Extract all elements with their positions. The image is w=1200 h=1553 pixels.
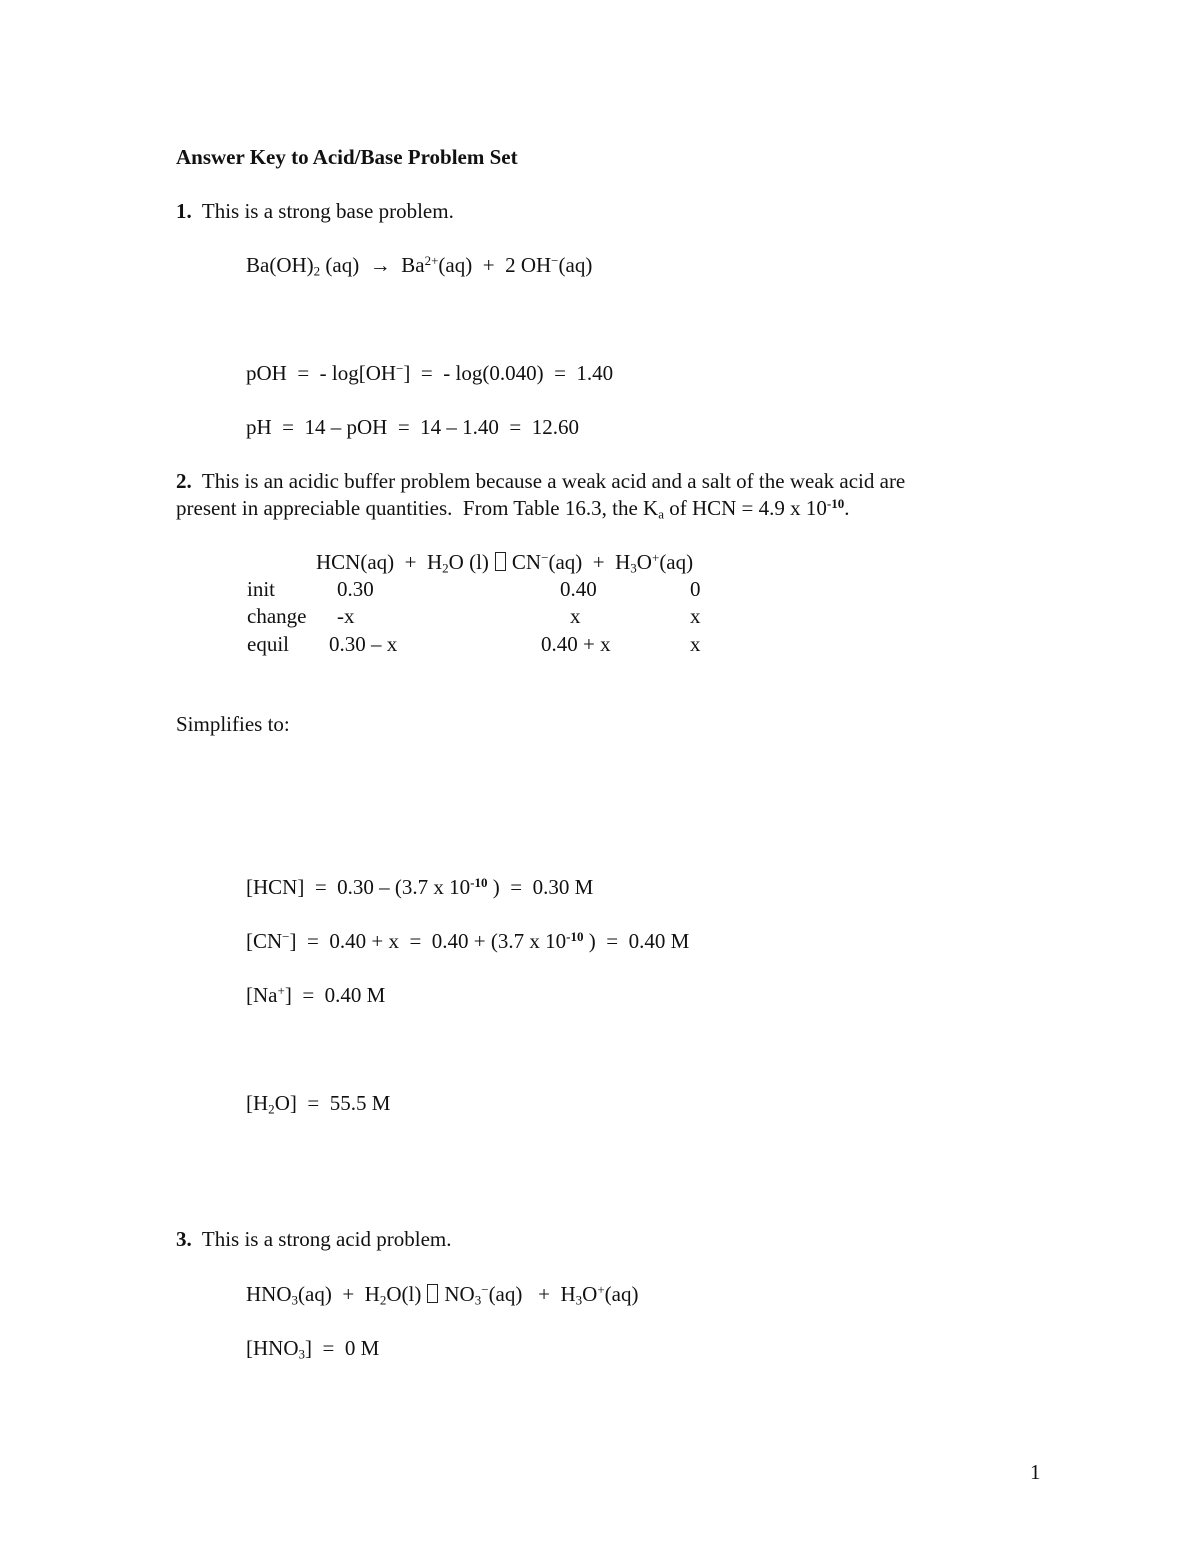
ice-cell-h3o: x (690, 604, 701, 628)
ice-cell-base: 0.40 + x (541, 632, 611, 656)
q2-intro-line2: present in appreciable quantities. From Table 16.3, the $K_a$ of HCN = 4.9 x $10^{-10}$. (176, 495, 850, 522)
ice-cell-acid: 0.30 (337, 577, 374, 601)
ice-row-label: init (247, 577, 276, 601)
ice-row-label: equil (247, 632, 289, 656)
q2-number: 2. (176, 469, 192, 493)
q2-simplifies-label: Simplifies to: (176, 712, 290, 736)
q1-ph-calc: pH = 14 – pOH = 14 – 1.40 = 12.60 (246, 415, 580, 439)
ice-row-label: change (247, 604, 307, 628)
q2-na-concentration: [Na+] = 0.40 M (246, 982, 386, 1007)
equilibrium-arrow-placeholder-icon (495, 552, 506, 571)
page-number: 1 (1030, 1460, 1041, 1484)
ice-cell-acid: -x (337, 604, 355, 628)
ice-cell-h3o: 0 (690, 577, 701, 601)
q2-hcn-concentration: [HCN] = 0.30 – (3.7 x $10^{-10}$ ) = 0.30 M (246, 874, 594, 899)
equilibrium-arrow-placeholder-icon (427, 1284, 438, 1303)
q3-intro (176, 1229, 452, 1250)
ice-cell-base: x (570, 604, 581, 628)
ice-cell-acid: 0.30 – x (329, 632, 398, 656)
q3-number: 3. (176, 1227, 192, 1251)
q1-dissociation-equation: $Ba(OH)_2$ $(aq) \to Ba^{2+}(aq) + 2$ OH−(aq) (246, 252, 593, 279)
q1-number: 1. (176, 199, 192, 223)
q3-hno3-concentration: $[HNO_3] = 0$ M (246, 1336, 380, 1362)
q1-poh-calc: pOH = - log[OH−] = - log(0.040) = 1.40 (246, 360, 614, 385)
q2-ice-equation: $HCN(aq) + H_2O$ (l) $CN^-(aq) + H_3O^+(aq)$ (316, 549, 694, 576)
ice-cell-h3o: x (690, 632, 701, 656)
q3-ionization-equation: $HNO_3(aq) + H_2O(l) NO_3^-(aq) + H_3O^+(aq)$ (246, 1281, 639, 1308)
ice-cell-base: 0.40 (560, 577, 597, 601)
q2-intro-line1: 2. This is an acidic buffer problem because a weak acid and a salt of the weak acid are (176, 469, 906, 493)
page-title: Answer Key to Acid/Base Problem Set (176, 145, 518, 169)
q2-h2o-concentration: $[H_2O] = 55.5$ M (246, 1091, 391, 1117)
q2-cn-concentration: [CN−] = 0.40 + x = 0.40 + (3.7 x $10^{-10}$ ) = 0.40 M (246, 928, 690, 953)
q1-intro (176, 201, 454, 222)
q3-intro-text: This is a strong acid problem. (201, 1227, 452, 1251)
q1-intro-text: This is a strong base problem. (201, 199, 454, 223)
